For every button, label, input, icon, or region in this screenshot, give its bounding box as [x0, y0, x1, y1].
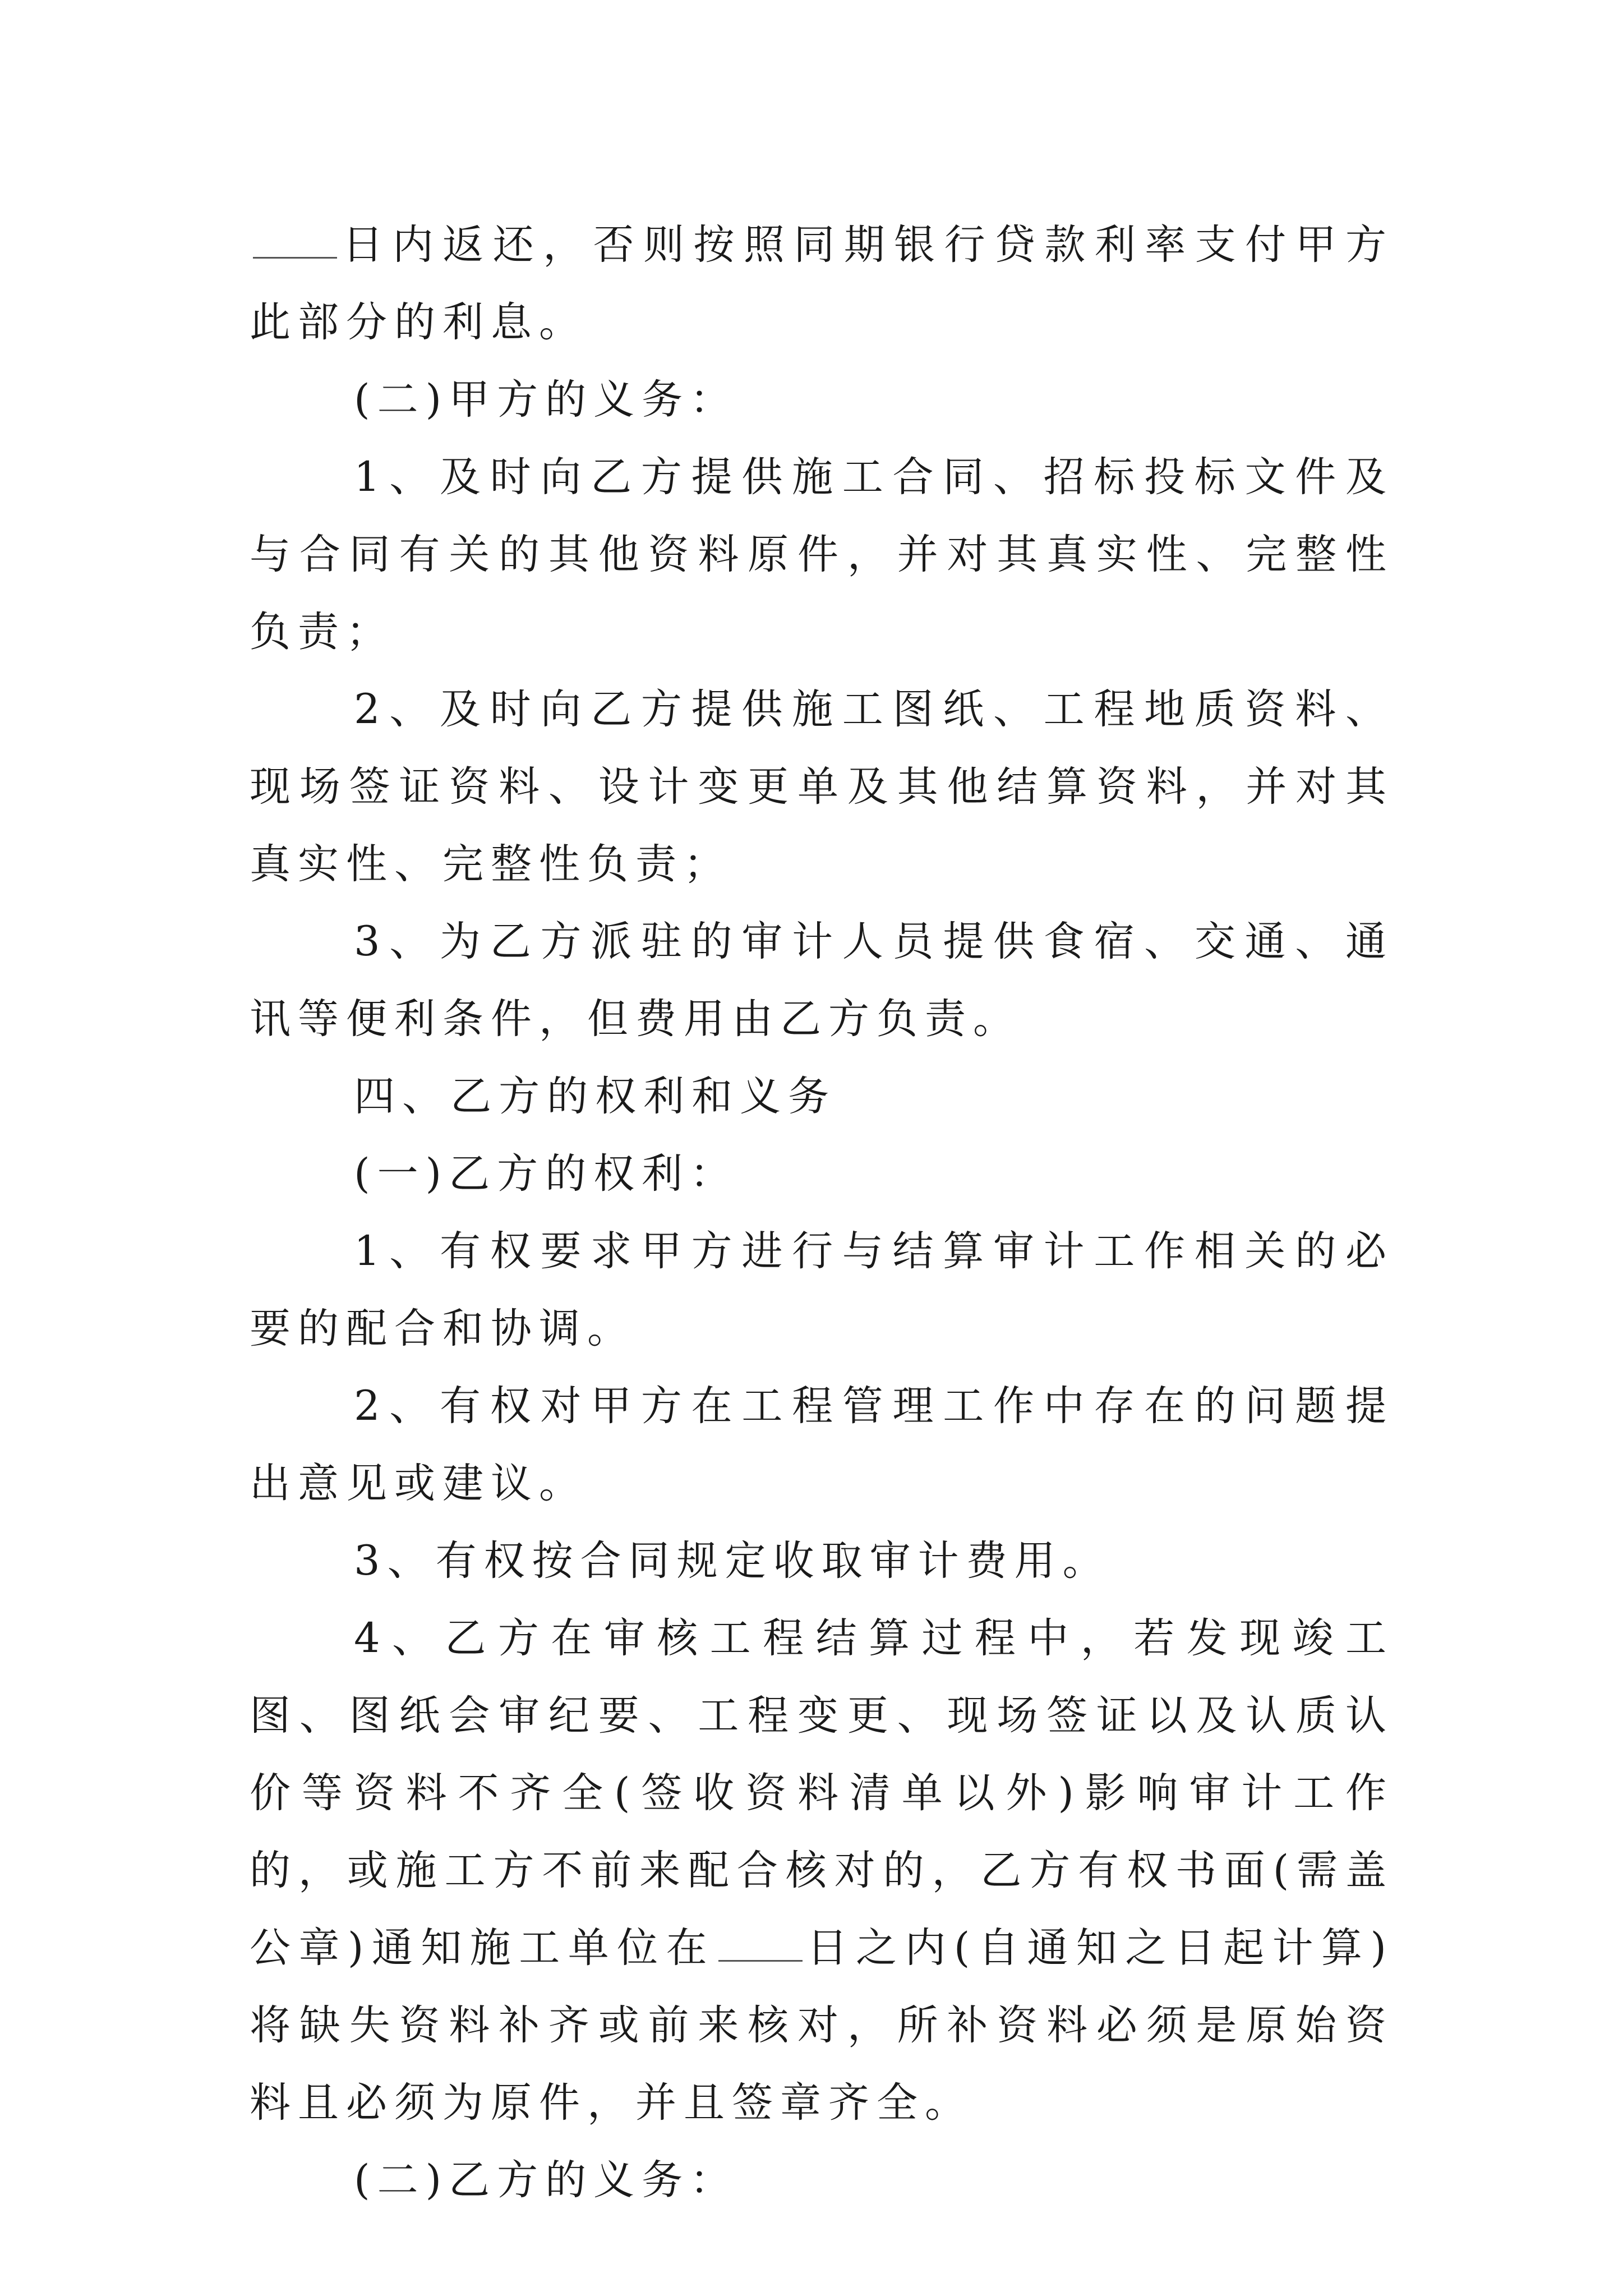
paragraph-item — [250, 1600, 1394, 2142]
document-body — [250, 206, 1394, 2219]
paragraph-item: 2、有权对甲方在工程管理工作中存在的问题提出意见或建议。 — [250, 1382, 1394, 1507]
section-heading-party-b-obligations: (二)乙方的义务： — [354, 2156, 739, 2204]
paragraph-text: 4、乙方在审核工程结算过程中，若发现竣工图、图纸会审纪要、工程变更、现场签证以及认质认价等资料不齐全(签收资料清单以外)影响审计工作的，或施工方不前来配合核对的，乙方有权书面(需盖公章)通知施工单位在 — [250, 1614, 1394, 1972]
fill-in-blank — [253, 223, 337, 259]
paragraph-interest-return — [250, 206, 1394, 361]
section-heading-party-a-obligations: (二)甲方的义务： — [354, 376, 739, 424]
section-heading-party-b-rights: (一)乙方的权利： — [354, 1150, 739, 1198]
fill-in-blank — [718, 1926, 803, 1962]
paragraph-item: 3、为乙方派驻的审计人员提供食宿、交通、通讯等便利条件，但费用由乙方负责。 — [250, 918, 1394, 1043]
paragraph-item: 2、及时向乙方提供施工图纸、工程地质资料、现场签证资料、设计变更单及其他结算资料，并对其真实性、完整性负责； — [250, 685, 1394, 888]
paragraph-item: 1、及时向乙方提供施工合同、招标投标文件及与合同有关的其他资料原件，并对其真实性、完整性负责； — [250, 453, 1394, 656]
paragraph-text: 日之内(自通知之日起计算)将缺失资料补齐或前来核对，所补资料必须是原始资料且必须为原件，并且签章齐全。 — [250, 1924, 1394, 2127]
paragraph-item: 1、有权要求甲方进行与结算审计工作相关的必要的配合和协调。 — [250, 1227, 1394, 1352]
paragraph-item: 3、有权按合同规定收取审计费用。 — [354, 1537, 1111, 1585]
section-heading-party-b-rights-obligations: 四、乙方的权利和义务 — [354, 1073, 837, 1120]
paragraph-text: 日内返还，否则按照同期银行贷款利率支付甲方此部分的利息。 — [250, 221, 1394, 346]
